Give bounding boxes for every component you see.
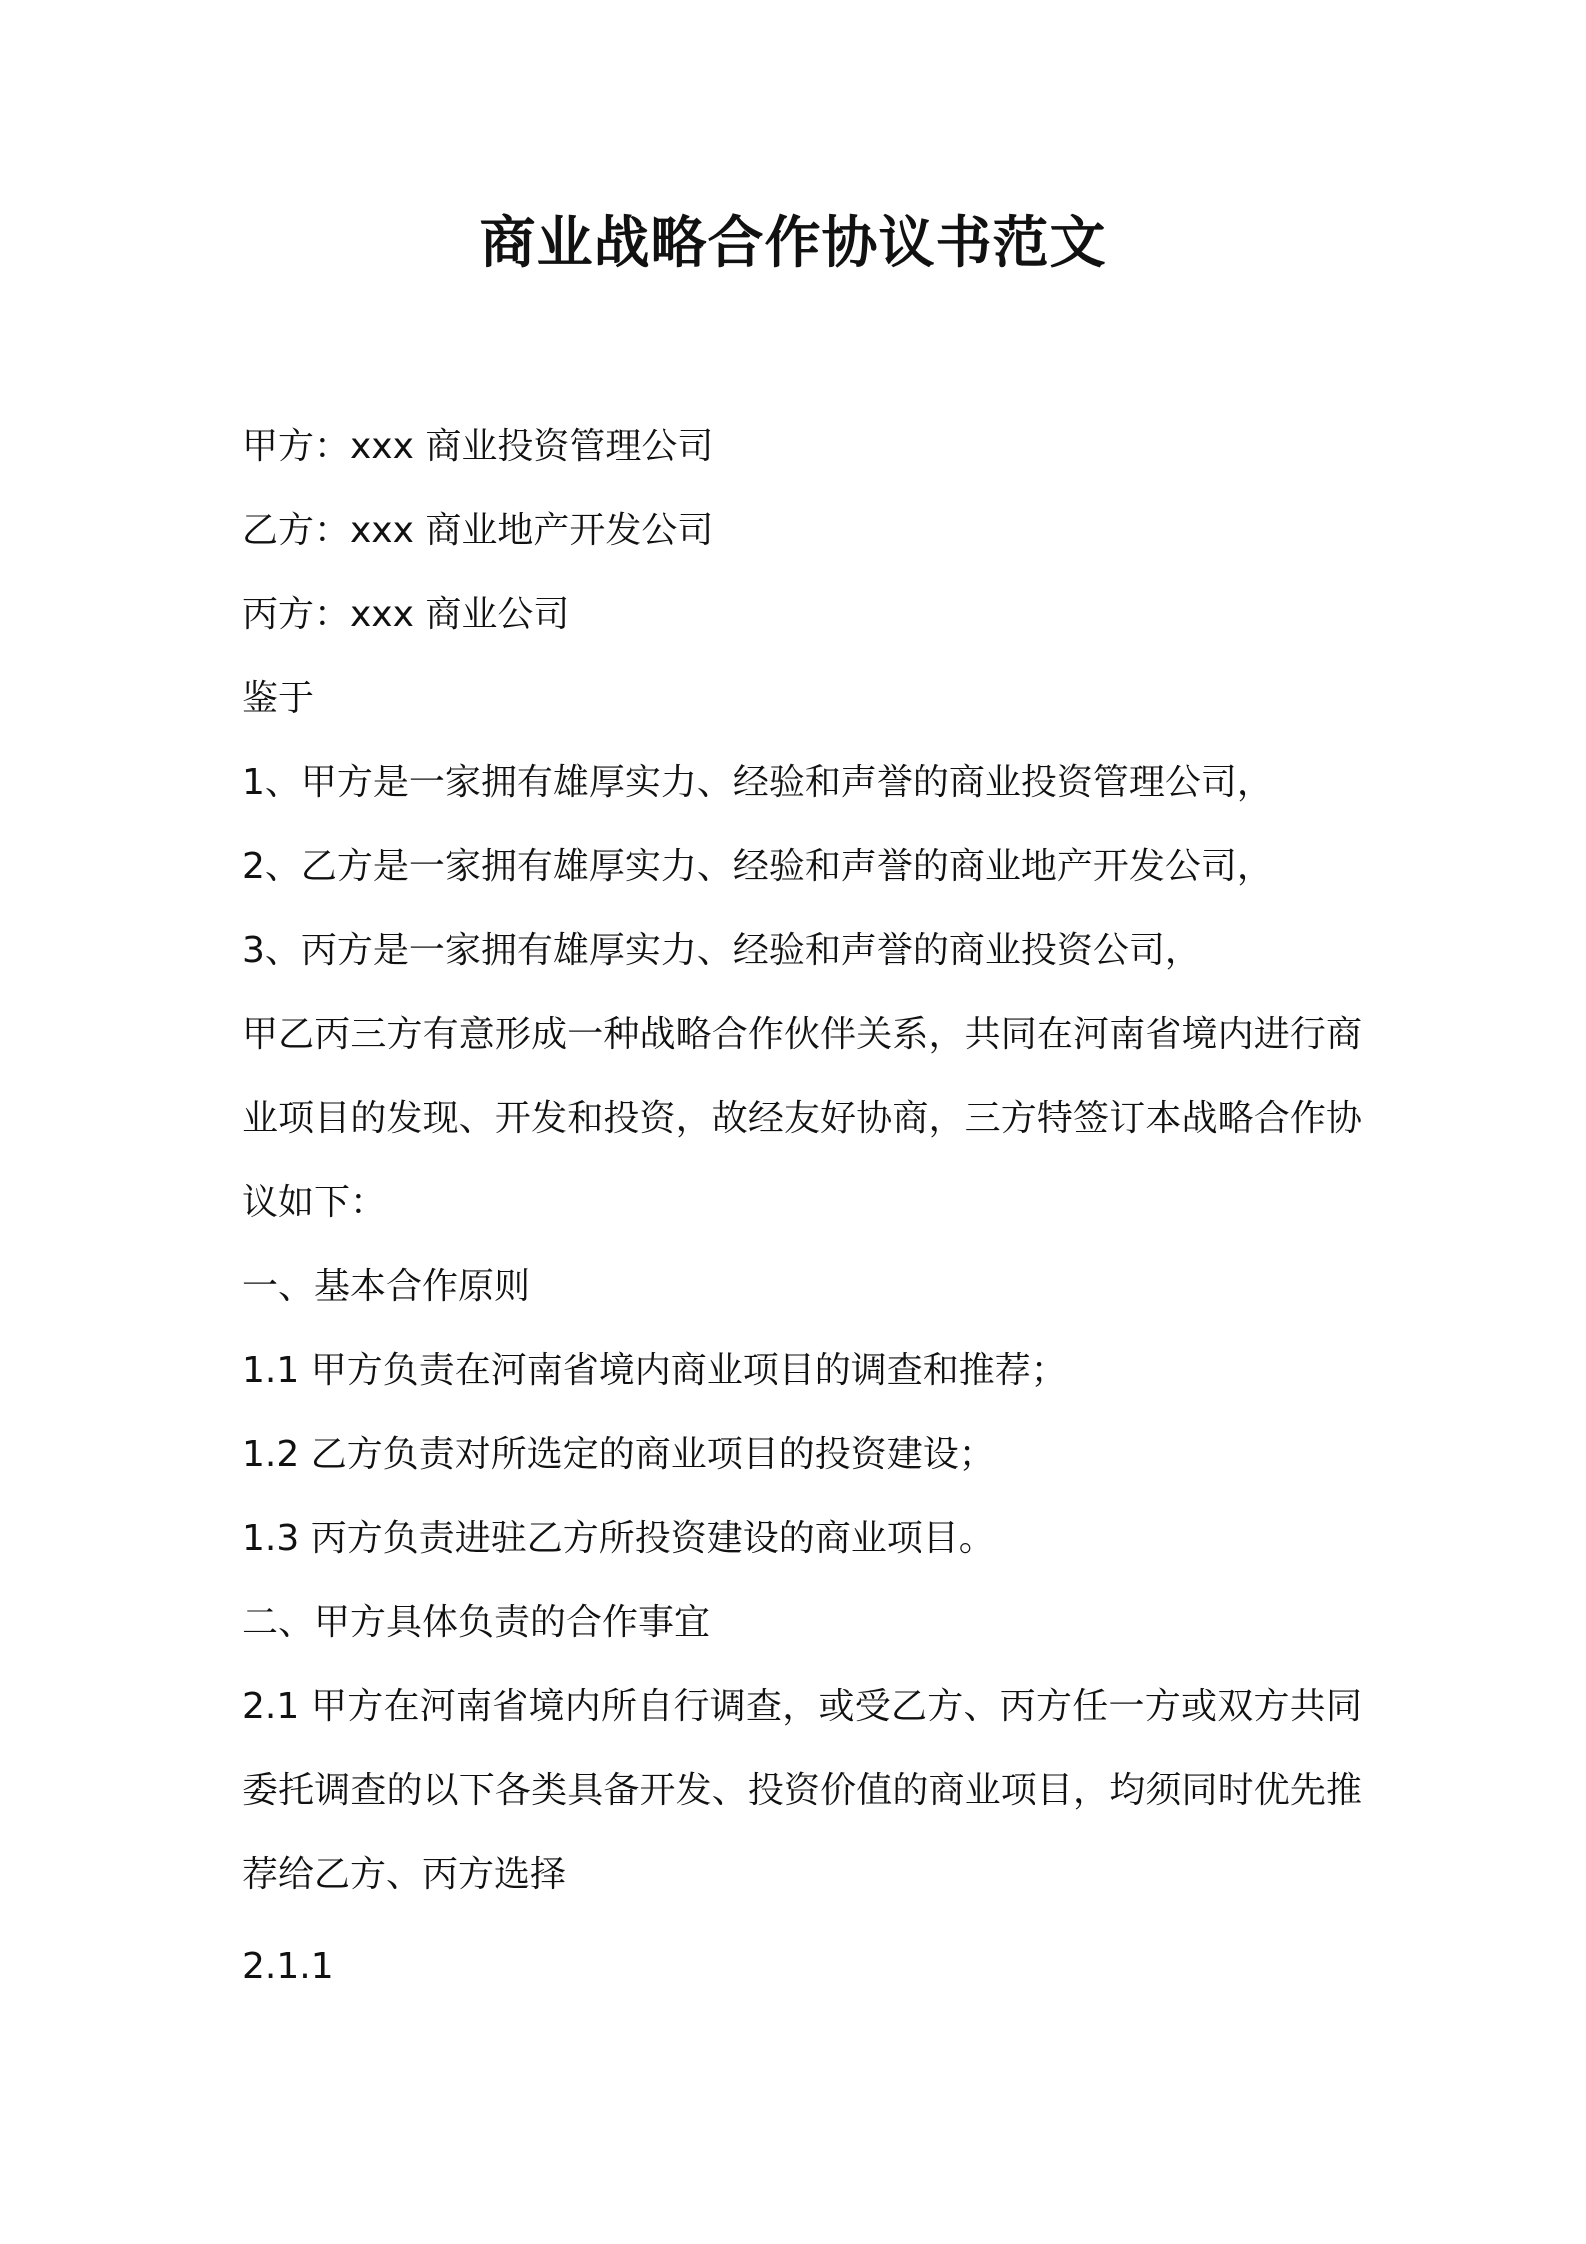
clause-2-1: 2.1 甲方在河南省境内所自行调查，或受乙方、丙方任一方或双方共同委托调查的以下各类具备开发、投资价值的商业项目，均须同时优先推荐给乙方、丙方选择	[242, 1686, 1362, 1895]
party-b: 乙方：xxx 商业地产开发公司	[242, 510, 714, 551]
intro-paragraph: 甲乙丙三方有意形成一种战略合作伙伴关系，共同在河南省境内进行商业项目的发现、开发和投资，故经友好协商，三方特签订本战略合作协议如下：	[242, 1014, 1362, 1223]
party-a: 甲方：xxx 商业投资管理公司	[242, 426, 714, 467]
clause-1-2: 1.2 乙方负责对所选定的商业项目的投资建设；	[242, 1434, 995, 1475]
clause-1-3: 1.3 丙方负责进驻乙方所投资建设的商业项目。	[242, 1518, 995, 1559]
section-2-heading: 二、甲方具体负责的合作事宜	[242, 1602, 711, 1643]
whereas-label: 鉴于	[242, 678, 315, 719]
party-c: 丙方：xxx 商业公司	[242, 594, 570, 635]
spacer	[242, 1917, 1362, 1925]
recital-1: 1、甲方是一家拥有雄厚实力、经验和声誉的商业投资管理公司，	[242, 762, 1273, 803]
document-title: 商业战略合作协议书范文	[479, 211, 1107, 276]
recital-2: 2、乙方是一家拥有雄厚实力、经验和声誉的商业地产开发公司，	[242, 846, 1273, 887]
recital-3: 3、丙方是一家拥有雄厚实力、经验和声誉的商业投资公司，	[242, 930, 1201, 971]
document-body	[242, 405, 1362, 2009]
clause-2-1-1: 2.1.1	[242, 1946, 334, 1987]
clause-1-1: 1.1 甲方负责在河南省境内商业项目的调查和推荐；	[242, 1350, 1067, 1391]
section-1-heading: 一、基本合作原则	[242, 1266, 531, 1307]
